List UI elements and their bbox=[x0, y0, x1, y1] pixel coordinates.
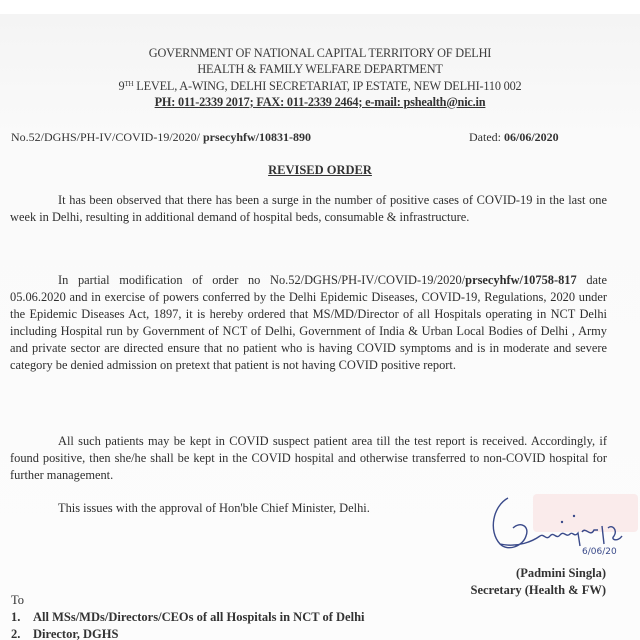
previous-order-code: prsecyhfw/10758-817 bbox=[465, 273, 577, 287]
letterhead-address bbox=[0, 77, 640, 95]
signature-scribble-icon bbox=[478, 486, 638, 566]
document-page bbox=[0, 14, 640, 640]
to-label: To bbox=[11, 593, 25, 607]
signature bbox=[478, 486, 638, 566]
dated-value: 06/06/2020 bbox=[504, 130, 559, 144]
paragraph-text: In partial modification of order no No.52/DGHS/PH-IV/COVID-19/2020/ bbox=[58, 273, 466, 287]
paragraph-suspect-area bbox=[10, 433, 607, 484]
address-floor-suffix: TH bbox=[124, 80, 134, 88]
list-item-text: All MSs/MDs/Directors/CEOs of all Hospitals in NCT of Delhi bbox=[33, 610, 365, 624]
signature-date: 6/06/20 bbox=[582, 547, 617, 557]
address-floor-number: 9 bbox=[118, 79, 125, 93]
list-item bbox=[11, 626, 571, 640]
order-reference-number bbox=[11, 130, 311, 145]
letterhead-department: HEALTH & FAMILY WELFARE DEPARTMENT bbox=[197, 61, 443, 76]
list-item-number: 2. bbox=[11, 627, 21, 640]
paragraph-order bbox=[10, 272, 607, 374]
letterhead-government: GOVERNMENT OF NATIONAL CAPITAL TERRITORY OF DELHI bbox=[148, 46, 492, 60]
paragraph-observation bbox=[10, 192, 607, 226]
document-title: REVISED ORDER bbox=[268, 163, 372, 177]
paragraph-text: date 05.06.2020 and in exercise of powers conferred by the Delhi Epidemic Diseases, COVID-19, Regulations, 2020 under the Epidemic Diseases Act, 1897, it is hereby ordered that MS/MD/Director of all Hospitals operating in NCT Delhi including Hospital run by Government of NCT of Delhi, Government of India & Urban Local Bodies of Delhi , Army and private sector are directed ensure that no patient who is having COVID symptoms and is in moderate and severe category be denied admission on pretext that patient is not having COVID positive report. bbox=[10, 273, 607, 372]
distribution-list bbox=[11, 592, 571, 640]
list-item-number: 1. bbox=[11, 610, 21, 624]
address-text: LEVEL, A-WING, DELHI SECRETARIAT, IP ESTATE, NEW DELHI-110 002 bbox=[133, 79, 522, 93]
reference-code: prsecyhfw/10831-890 bbox=[203, 130, 311, 144]
letterhead bbox=[0, 46, 640, 110]
list-item-text: Director, DGHS bbox=[33, 627, 119, 640]
signer-name: (Padmini Singla) bbox=[516, 566, 606, 580]
letterhead-contact: PH: 011-2339 2017; FAX: 011-2339 2464; e-mail: pshealth@nic.in bbox=[154, 94, 486, 109]
reference-prefix: No.52/DGHS/PH-IV/COVID-19/2020/ bbox=[11, 130, 203, 144]
dated-label: Dated: bbox=[469, 130, 504, 144]
paragraph-text: All such patients may be kept in COVID suspect patient area till the test report is received. Accordingly, if found positive, then she/he shall be kept in the COVID hospital and otherwise transferred to non-COVID hospital for further management. bbox=[10, 434, 607, 482]
signer-designation: Secretary (Health & FW) bbox=[470, 583, 606, 597]
paragraph-approval: This issues with the approval of Hon'ble Chief Minister, Delhi. bbox=[58, 501, 370, 515]
paragraph-text: It has been observed that there has been a surge in the number of positive cases of COVID-19 in the last one week in Delhi, resulting in additional demand of hospital beds, consumable & infrastructure. bbox=[10, 193, 607, 224]
order-date bbox=[469, 130, 559, 145]
list-item bbox=[11, 609, 571, 626]
